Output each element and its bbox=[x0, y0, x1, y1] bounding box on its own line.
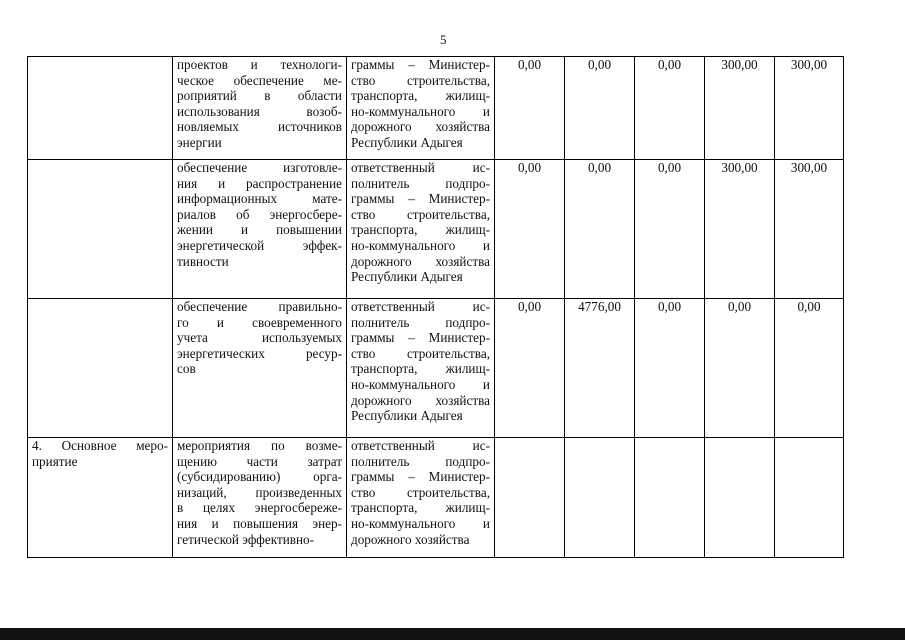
event-type-cell bbox=[28, 160, 173, 299]
cell-text-line: учета используемых bbox=[177, 330, 342, 346]
cell-text-line: обеспечение правильно- bbox=[177, 299, 342, 314]
funding-value-cell bbox=[565, 438, 635, 558]
funding-value-cell: 300,00 bbox=[775, 160, 844, 299]
cell-text-line: но-коммунального и bbox=[351, 376, 490, 392]
budget-table bbox=[27, 56, 844, 558]
cell-text-line: риалов об энергосбере- bbox=[177, 206, 342, 222]
cell-text-line: гетической эффективно- bbox=[177, 531, 315, 547]
funding-value-cell: 0,00 bbox=[565, 160, 635, 299]
cell-text-line: ответственный ис- bbox=[351, 438, 490, 453]
funding-value-cell: 0,00 bbox=[775, 299, 844, 438]
cell-text-line: ство строительства, bbox=[351, 72, 490, 88]
cell-text-line: ство строительства, bbox=[351, 345, 490, 361]
funding-value-cell: 300,00 bbox=[705, 57, 775, 160]
funding-value-cell bbox=[775, 438, 844, 558]
cell-text-line: Республики Адыгея bbox=[351, 408, 463, 424]
cell-text-line: новляемых источников bbox=[177, 119, 342, 135]
cell-text-line: транспорта, жилищ- bbox=[351, 361, 490, 377]
cell-text-line: мероприятия по возме- bbox=[177, 438, 342, 453]
cell-text-line: транспорта, жилищ- bbox=[351, 222, 490, 238]
cell-text-line: транспорта, жилищ- bbox=[351, 500, 490, 516]
cell-text-line: сов bbox=[177, 361, 196, 377]
cell-text-line: использования возоб- bbox=[177, 103, 342, 119]
cell-text-line: дорожного хозяйства bbox=[351, 392, 490, 408]
cell-text-line: но-коммунального и bbox=[351, 515, 490, 531]
funding-value-cell bbox=[495, 438, 565, 558]
executor-cell bbox=[347, 299, 495, 438]
cell-text-line: проектов и технологи- bbox=[177, 57, 342, 72]
table-row bbox=[28, 57, 844, 160]
event-description-cell bbox=[173, 299, 347, 438]
event-description-cell bbox=[173, 160, 347, 299]
funding-value-cell: 0,00 bbox=[705, 299, 775, 438]
cell-text-line: ответственный ис- bbox=[351, 160, 490, 175]
cell-text-line: го и своевременного bbox=[177, 314, 342, 330]
cell-text-line: ответственный ис- bbox=[351, 299, 490, 314]
cell-text-line: роприятий в области bbox=[177, 88, 342, 104]
event-description-cell bbox=[173, 438, 347, 558]
cell-text-line: в целях энергосбереже- bbox=[177, 500, 342, 516]
funding-value-cell: 0,00 bbox=[565, 57, 635, 160]
funding-value-cell: 0,00 bbox=[495, 299, 565, 438]
table-row bbox=[28, 299, 844, 438]
cell-text-line: энергии bbox=[177, 134, 222, 150]
cell-text-line: щению части затрат bbox=[177, 453, 342, 469]
event-type-cell bbox=[28, 438, 173, 558]
scan-bottom-edge bbox=[0, 628, 905, 640]
cell-text-line: граммы – Министер- bbox=[351, 191, 490, 207]
page-number: 5 bbox=[440, 32, 447, 47]
cell-text-line: энергетической эффек- bbox=[177, 237, 342, 253]
cell-text-line: тивности bbox=[177, 253, 229, 269]
executor-cell bbox=[347, 160, 495, 299]
cell-text-line: граммы – Министер- bbox=[351, 469, 490, 485]
funding-value-cell bbox=[635, 438, 705, 558]
cell-text-line: ния и распространение bbox=[177, 175, 342, 191]
event-description-cell bbox=[173, 57, 347, 160]
table-row bbox=[28, 438, 844, 558]
funding-value-cell: 0,00 bbox=[495, 57, 565, 160]
funding-value-cell: 300,00 bbox=[775, 57, 844, 160]
cell-text-line: ство строительства, bbox=[351, 484, 490, 500]
cell-text-line: но-коммунального и bbox=[351, 103, 490, 119]
cell-text-line: полнитель подпро- bbox=[351, 175, 490, 191]
funding-value-cell: 0,00 bbox=[635, 299, 705, 438]
cell-text-line: 4. Основное меро- bbox=[32, 438, 168, 453]
cell-text-line: ство строительства, bbox=[351, 206, 490, 222]
cell-text-line: приятие bbox=[32, 453, 78, 469]
cell-text-line: обеспечение изготовле- bbox=[177, 160, 342, 175]
funding-value-cell: 0,00 bbox=[635, 160, 705, 299]
cell-text-line: полнитель подпро- bbox=[351, 453, 490, 469]
cell-text-line: информационных мате- bbox=[177, 191, 342, 207]
cell-text-line: ческое обеспечение ме- bbox=[177, 72, 342, 88]
cell-text-line: граммы – Министер- bbox=[351, 57, 490, 72]
cell-text-line: дорожного хозяйства bbox=[351, 253, 490, 269]
cell-text-line: Республики Адыгея bbox=[351, 134, 463, 150]
cell-text-line: (субсидированию) орга- bbox=[177, 469, 342, 485]
funding-value-cell: 0,00 bbox=[495, 160, 565, 299]
cell-text-line: ния и повышения энер- bbox=[177, 515, 342, 531]
funding-value-cell: 300,00 bbox=[705, 160, 775, 299]
cell-text-line: полнитель подпро- bbox=[351, 314, 490, 330]
cell-text-line: энергетических ресур- bbox=[177, 345, 342, 361]
funding-value-cell bbox=[705, 438, 775, 558]
cell-text-line: Республики Адыгея bbox=[351, 269, 463, 285]
funding-value-cell: 4776,00 bbox=[565, 299, 635, 438]
cell-text-line: жении и повышении bbox=[177, 222, 342, 238]
cell-text-line: низаций, произведенных bbox=[177, 484, 342, 500]
cell-text-line: дорожного хозяйства bbox=[351, 119, 490, 135]
cell-text-line: транспорта, жилищ- bbox=[351, 88, 490, 104]
event-type-cell bbox=[28, 299, 173, 438]
funding-value-cell: 0,00 bbox=[635, 57, 705, 160]
cell-text-line: дорожного хозяйства bbox=[351, 531, 470, 547]
table-row bbox=[28, 160, 844, 299]
cell-text-line: граммы – Министер- bbox=[351, 330, 490, 346]
cell-text-line: но-коммунального и bbox=[351, 237, 490, 253]
executor-cell bbox=[347, 438, 495, 558]
event-type-cell bbox=[28, 57, 173, 160]
executor-cell bbox=[347, 57, 495, 160]
table-body bbox=[28, 57, 844, 558]
